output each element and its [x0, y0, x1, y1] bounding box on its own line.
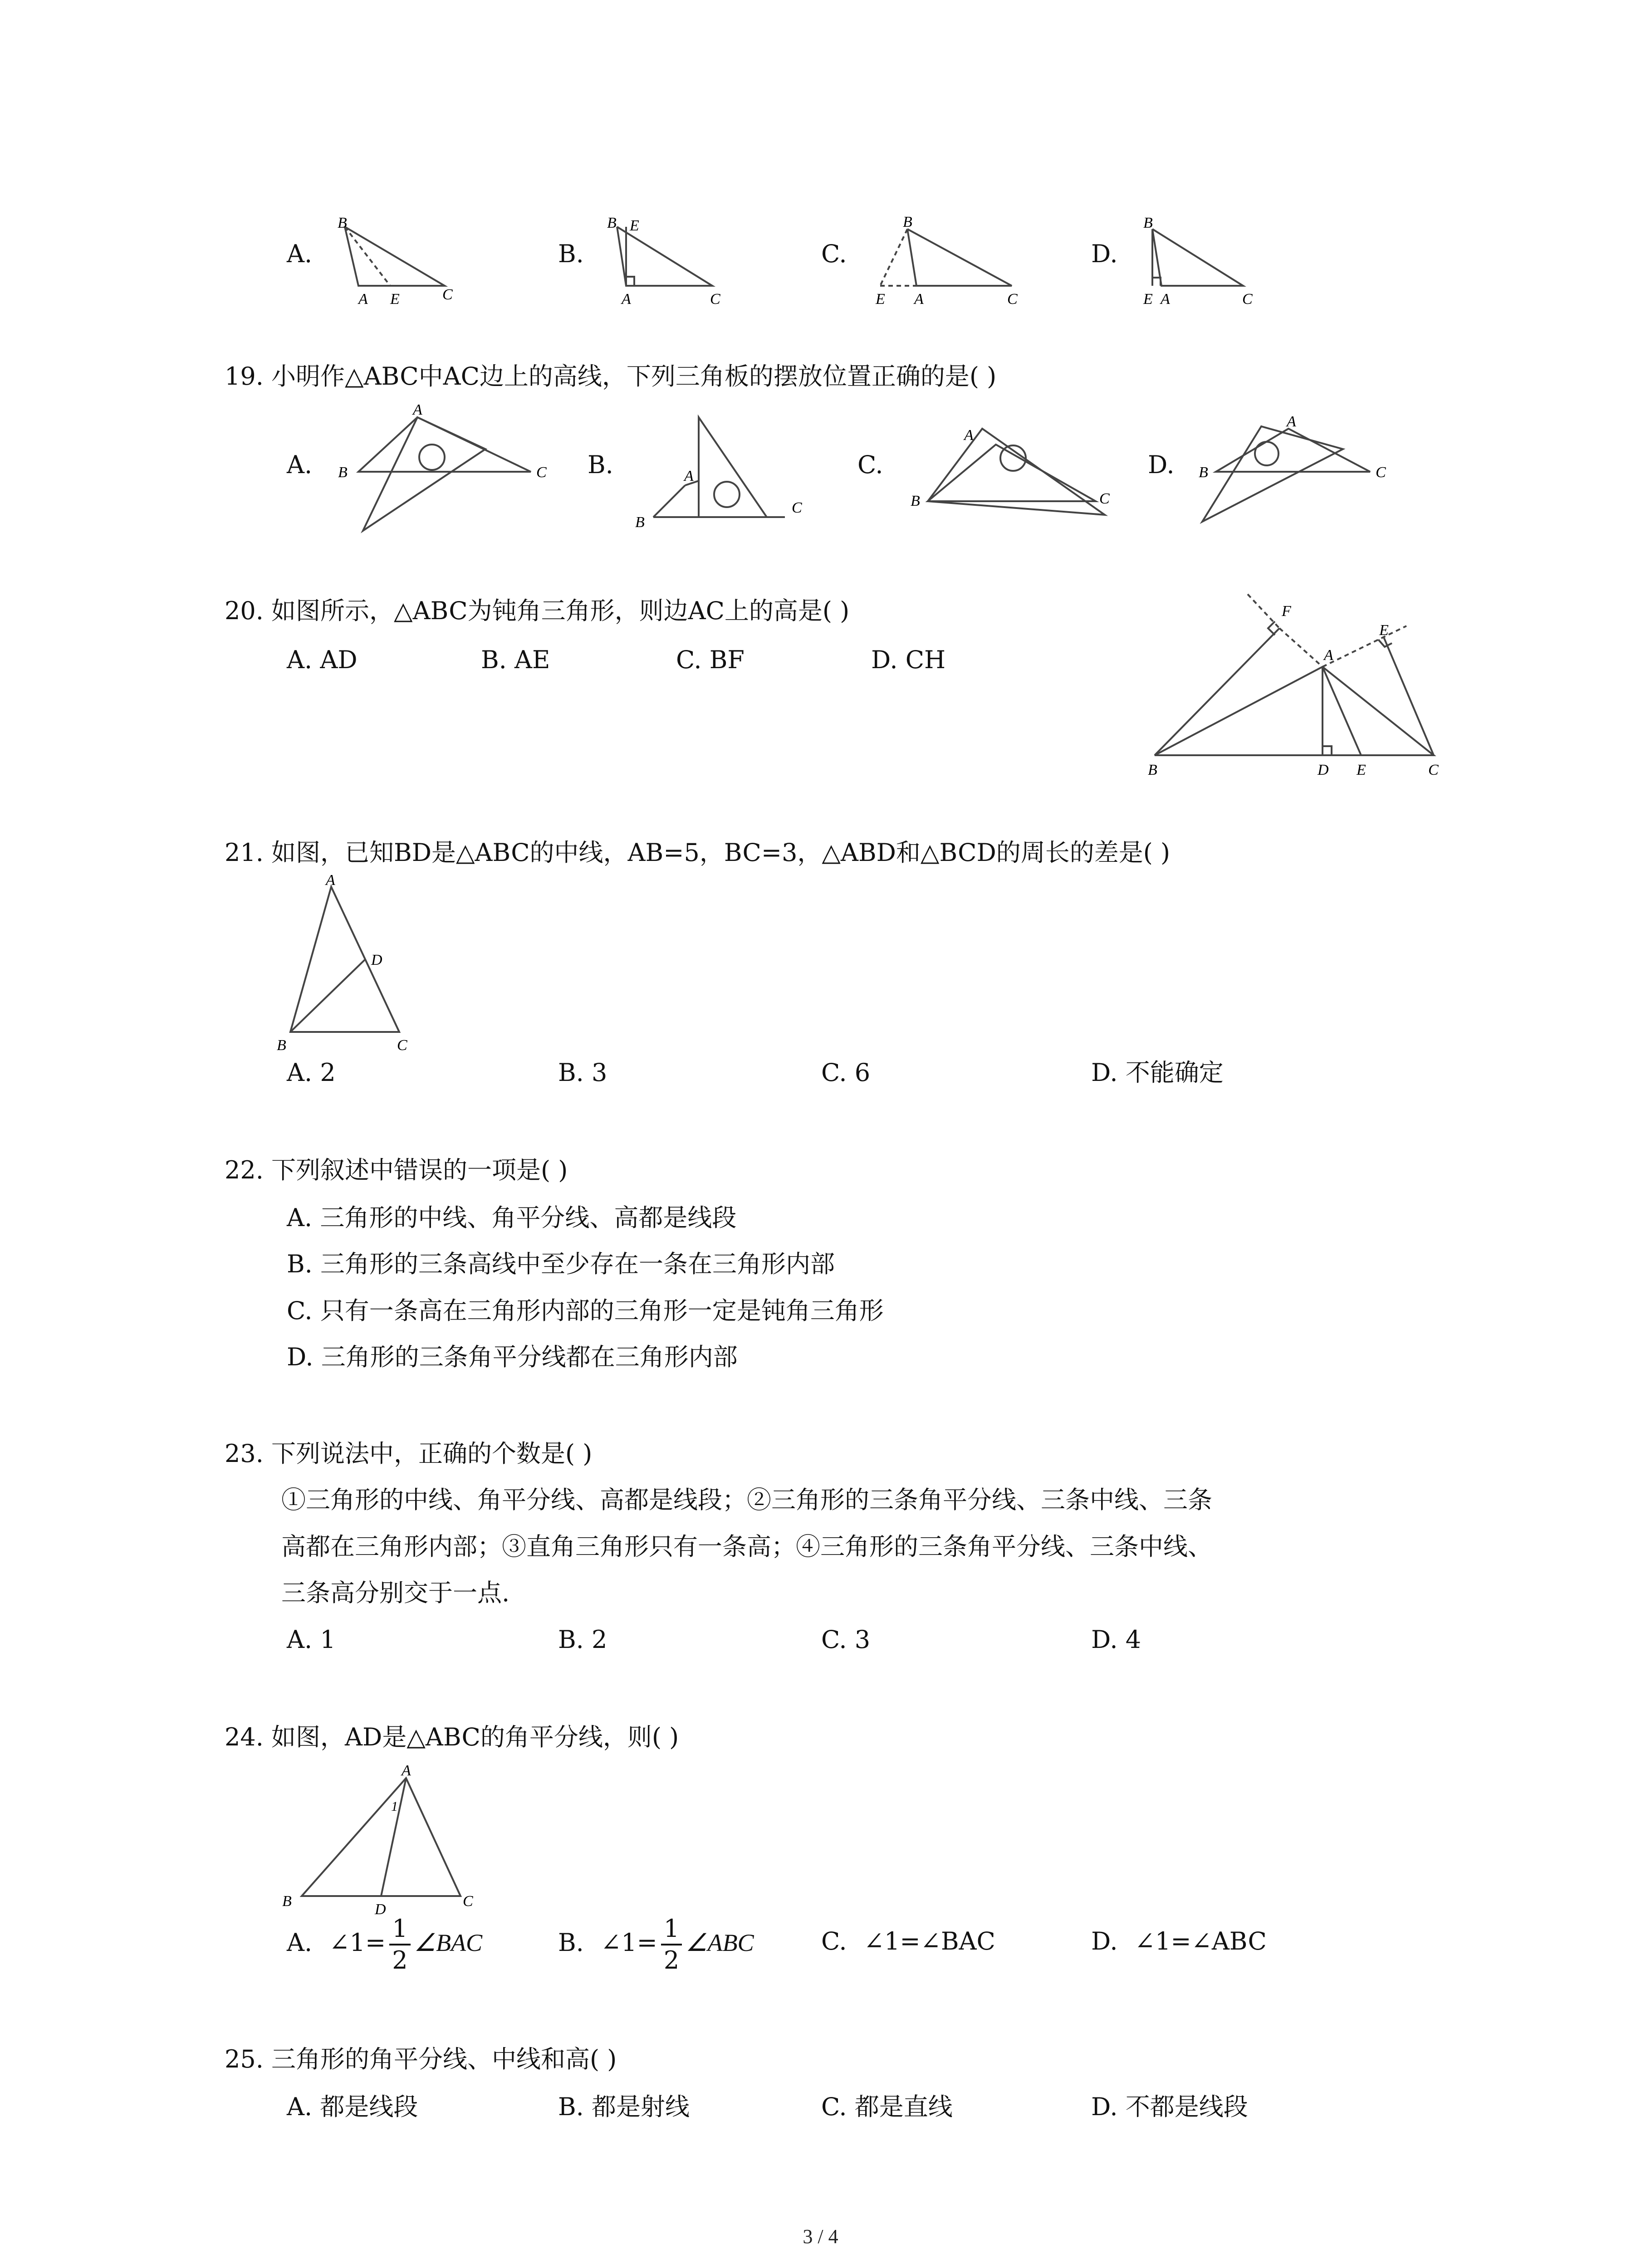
- q24-option-d: [1091, 1926, 1267, 1957]
- q25-option-b: B. 都是射线: [558, 2092, 690, 2121]
- q19-option-b-label: B.: [588, 450, 613, 479]
- q24-stem: 24. 如图，AD是△ABC的角平分线，则( ): [225, 1723, 679, 1751]
- q24-option-a-fraction: $\frac{1}{2}$: [389, 1916, 410, 1973]
- q21-option-a: A. 2: [287, 1058, 336, 1087]
- svg-text:B: B: [338, 464, 348, 481]
- q24-option-a-pre: ∠1=: [329, 1928, 386, 1957]
- svg-text:C: C: [1376, 464, 1386, 481]
- q24-option-d-label: D.: [1091, 1927, 1118, 1955]
- q20-option-b: B. AE: [481, 645, 550, 674]
- svg-text:B: B: [635, 514, 645, 531]
- q24-option-c: [821, 1926, 995, 1957]
- q19-option-a-figure: [331, 399, 567, 544]
- svg-text:C: C: [1428, 762, 1439, 778]
- q18-option-b-figure: [599, 213, 735, 308]
- svg-text:C: C: [536, 464, 547, 481]
- svg-text:A: A: [1287, 413, 1296, 430]
- svg-text:E: E: [1357, 762, 1366, 778]
- q22-stem: 22. 下列叙述中错误的一项是( ): [225, 1156, 568, 1184]
- svg-text:C: C: [1242, 291, 1253, 308]
- svg-text:D: D: [371, 952, 382, 968]
- q24-option-c-text: ∠1=∠BAC: [863, 1927, 995, 1955]
- q25-option-c: C. 都是直线: [821, 2092, 953, 2121]
- svg-text:C: C: [792, 499, 802, 516]
- svg-text:E: E: [876, 291, 885, 308]
- q19-option-d-label: D.: [1148, 450, 1175, 479]
- svg-text:A: A: [1161, 291, 1170, 308]
- q24-option-b-label: B.: [558, 1928, 584, 1957]
- q19-option-d-figure: [1189, 408, 1416, 526]
- q21-option-c: C. 6: [821, 1058, 871, 1087]
- page-number: 3 / 4: [803, 2225, 838, 2248]
- svg-text:C: C: [1099, 490, 1110, 507]
- svg-text:A: A: [964, 427, 974, 444]
- svg-text:A: A: [413, 401, 422, 418]
- svg-text:B: B: [607, 215, 617, 231]
- svg-text:A: A: [402, 1762, 411, 1779]
- q24-option-d-text: ∠1=∠ABC: [1134, 1927, 1267, 1955]
- q24-option-b-pre: ∠1=: [601, 1928, 657, 1957]
- svg-text:A: A: [622, 291, 631, 308]
- q18-option-a-figure: [331, 213, 458, 308]
- q25-option-d: D. 不都是线段: [1091, 2092, 1248, 2121]
- svg-text:E: E: [630, 217, 639, 234]
- q20-option-d: D. CH: [871, 645, 946, 674]
- q21-figure: [272, 872, 422, 1059]
- svg-text:C: C: [442, 286, 453, 303]
- svg-text:D: D: [1318, 762, 1329, 778]
- q20-figure: [1143, 585, 1470, 785]
- q19-option-c-label: C.: [857, 450, 883, 479]
- q22-option-d: D. 三角形的三条角平分线都在三角形内部: [287, 1343, 738, 1371]
- q19-option-b-figure: [626, 408, 817, 535]
- q24-option-a-post: ∠BAC: [414, 1929, 482, 1956]
- svg-text:B: B: [903, 214, 912, 230]
- svg-text:A: A: [358, 291, 368, 308]
- q23-body-line-1: ①三角形的中线、角平分线、高都是线段；②三角形的三条角平分线、三条中线、三条: [281, 1486, 1212, 1514]
- q20-option-a: A. AD: [287, 645, 358, 674]
- q23-stem: 23. 下列说法中，正确的个数是( ): [225, 1439, 593, 1468]
- svg-text:E: E: [1379, 622, 1389, 639]
- q20-option-c: C. BF: [676, 645, 745, 674]
- q18-option-d-figure: [1134, 213, 1270, 308]
- svg-text:C: C: [710, 291, 720, 308]
- svg-text:E: E: [1143, 291, 1153, 308]
- svg-text:1: 1: [391, 1799, 398, 1814]
- svg-text:A: A: [684, 468, 694, 484]
- q21-stem: 21. 如图，已知BD是△ABC的中线，AB=5，BC=3，△ABD和△BCD的周长的差是( ): [225, 838, 1171, 867]
- q22-option-a: A. 三角形的中线、角平分线、高都是线段: [287, 1203, 737, 1232]
- svg-text:B: B: [277, 1037, 286, 1054]
- svg-text:C: C: [397, 1037, 407, 1054]
- q24-option-b: [558, 1916, 754, 1973]
- q25-stem: 25. 三角形的角平分线、中线和高( ): [225, 2045, 617, 2073]
- q18-option-d-label: D.: [1091, 240, 1118, 268]
- q24-option-c-label: C.: [821, 1927, 847, 1955]
- q23-option-c: C. 3: [821, 1625, 871, 1654]
- svg-text:A: A: [914, 291, 924, 308]
- svg-text:B: B: [911, 493, 920, 509]
- svg-text:B: B: [338, 215, 347, 231]
- q22-option-c: C. 只有一条高在三角形内部的三角形一定是钝角三角形: [287, 1296, 884, 1325]
- q24-option-a-label: A.: [287, 1928, 313, 1957]
- q19-stem: 19. 小明作△ABC中AC边上的高线，下列三角板的摆放位置正确的是( ): [225, 362, 997, 391]
- q23-body-line-3: 三条高分别交于一点.: [281, 1579, 510, 1607]
- q18-option-a-label: A.: [287, 240, 313, 268]
- q18-option-c-label: C.: [821, 240, 847, 268]
- svg-text:A: A: [326, 872, 335, 889]
- q23-option-b: B. 2: [558, 1625, 607, 1654]
- q19-option-c-figure: [901, 408, 1127, 526]
- svg-text:B: B: [282, 1893, 292, 1910]
- svg-text:D: D: [375, 1901, 386, 1918]
- q24-option-b-fraction: $\frac{1}{2}$: [661, 1916, 682, 1973]
- svg-text:B: B: [1143, 215, 1153, 231]
- svg-text:B: B: [1199, 464, 1208, 481]
- q18-option-b-label: B.: [558, 240, 584, 268]
- q22-option-b: B. 三角形的三条高线中至少存在一条在三角形内部: [287, 1250, 835, 1278]
- q24-option-a: [287, 1916, 482, 1973]
- svg-text:C: C: [463, 1893, 473, 1910]
- q19-option-a-label: A.: [287, 450, 313, 479]
- q24-option-b-post: ∠ABC: [686, 1929, 754, 1956]
- svg-text:F: F: [1282, 603, 1291, 620]
- q23-option-a: A. 1: [287, 1625, 336, 1654]
- q25-option-a: A. 都是线段: [287, 2092, 418, 2121]
- svg-text:B: B: [1148, 762, 1157, 778]
- q18-option-c-figure: [862, 213, 1043, 308]
- q23-body-line-2: 高都在三角形内部；③直角三角形只有一条高；④三角形的三条角平分线、三条中线、: [281, 1532, 1212, 1561]
- q23-option-d: D. 4: [1091, 1625, 1141, 1654]
- svg-text:E: E: [390, 291, 400, 308]
- svg-text:C: C: [1007, 291, 1018, 308]
- q24-figure: [272, 1760, 499, 1918]
- svg-text:A: A: [1324, 647, 1333, 664]
- q20-stem: 20. 如图所示，△ABC为钝角三角形，则边AC上的高是( ): [225, 596, 850, 625]
- q21-option-d: D. 不能确定: [1091, 1058, 1224, 1087]
- q21-option-b: B. 3: [558, 1058, 607, 1087]
